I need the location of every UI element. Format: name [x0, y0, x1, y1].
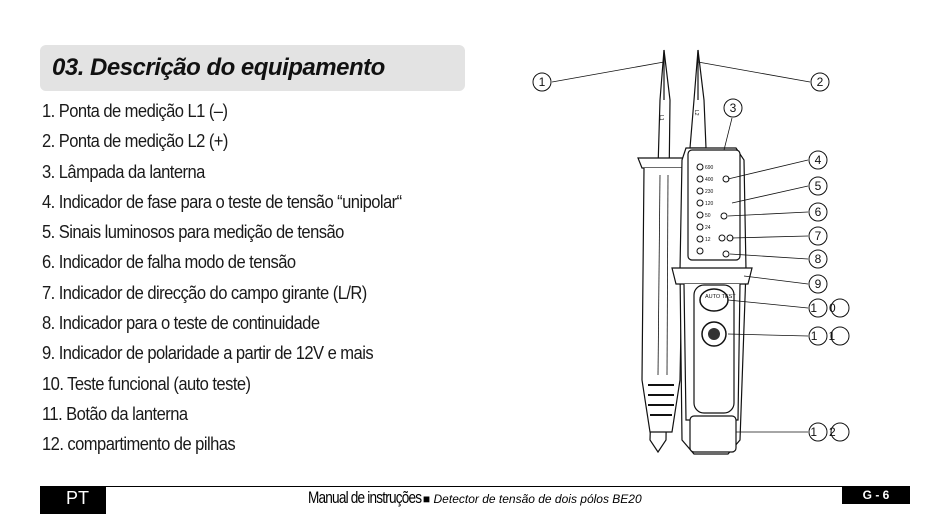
callout-12: 12 [810, 425, 848, 439]
list-item: 11. Botão da lanterna [42, 403, 188, 424]
list-item: 1. Ponta de medição L1 (–) [42, 101, 228, 121]
callout-3: 3 [729, 101, 737, 115]
section-title: 03. Descrição do equipamento [52, 54, 385, 81]
callout-6: 6 [814, 205, 822, 219]
svg-text:AUTO TEST: AUTO TEST [705, 294, 736, 300]
callout-8: 8 [814, 252, 822, 266]
list-item: 10. Teste funcional (auto teste) [42, 373, 251, 394]
svg-text:690: 690 [705, 165, 714, 171]
list-item: 5. Sinais luminosos para medição de tensão [42, 222, 344, 243]
callout-1: 1 [538, 75, 546, 89]
callout-10: 10 [810, 301, 848, 315]
page-number: G - 6 [842, 486, 910, 504]
callout-7: 7 [814, 229, 822, 243]
list-item: 8. Indicador para o teste de continuidade [42, 313, 320, 334]
list-item: 12. compartimento de pilhas [42, 434, 236, 455]
callout-4: 4 [814, 153, 822, 167]
svg-text:L1: L1 [658, 115, 664, 121]
svg-text:400: 400 [705, 177, 714, 183]
svg-text:12: 12 [705, 237, 711, 243]
callout-2: 2 [816, 75, 824, 89]
svg-text:50: 50 [705, 213, 711, 219]
svg-text:120: 120 [705, 201, 714, 207]
voltage-tester-diagram [500, 40, 880, 470]
list-item: 6. Indicador de falha modo de tensão [42, 252, 296, 273]
language-badge: PT [40, 486, 106, 514]
svg-text:230: 230 [705, 189, 714, 195]
callout-5: 5 [814, 179, 822, 193]
footer-rule [40, 486, 910, 487]
callout-11: 11 [810, 329, 848, 343]
svg-text:24: 24 [705, 225, 711, 231]
parts-list [42, 96, 433, 460]
svg-text:L2: L2 [693, 110, 699, 116]
list-item: 4. Indicador de fase para o teste de tensão “unipolar“ [42, 191, 402, 212]
list-item: 9. Indicador de polaridade a partir de 12V e mais [42, 343, 374, 364]
footer-title: Manual de instruções ■ Detector de tensão de dois pólos BE20 [308, 488, 642, 507]
list-item: 3. Lâmpada da lanterna [42, 161, 205, 182]
callout-9: 9 [814, 277, 822, 291]
list-item: 7. Indicador de direcção do campo girante (L/R) [42, 282, 367, 303]
list-item: 2. Ponta de medição L2 (+) [42, 131, 228, 152]
